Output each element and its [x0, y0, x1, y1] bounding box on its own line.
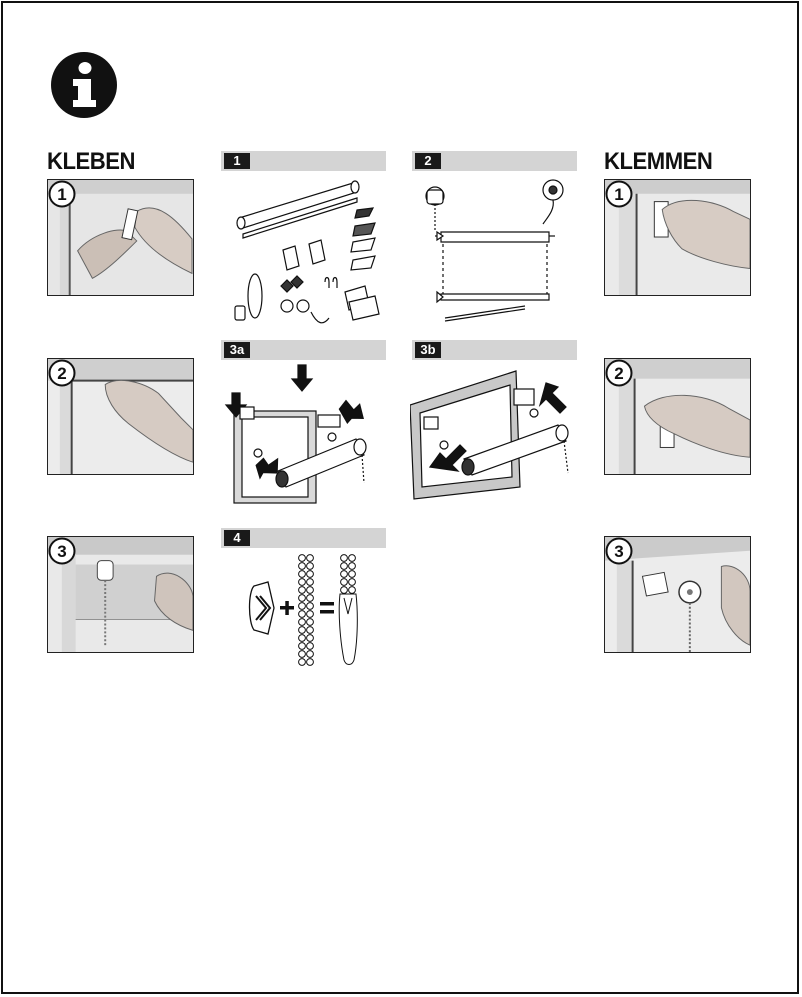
klemmen-photo-1 — [604, 179, 751, 296]
step-bar-3b — [412, 340, 577, 360]
kleben-photo-2 — [47, 358, 194, 475]
step-label-4: 4 — [224, 530, 250, 546]
step-bar-1 — [221, 151, 386, 171]
klemmen-photo-3 — [604, 536, 751, 653]
step-label-3b: 3b — [415, 342, 441, 358]
step-label-1: 1 — [224, 153, 250, 169]
step-number-2-icon — [605, 359, 633, 387]
step-number-1-icon — [48, 180, 76, 208]
step-number-3-icon — [605, 537, 633, 565]
klemmen-photo-2 — [604, 358, 751, 475]
parts-kit-drawing — [225, 178, 385, 328]
klemmen-heading: KLEMMEN — [604, 148, 713, 175]
mount-3a-drawing — [222, 363, 382, 508]
step-bar-2 — [412, 151, 577, 171]
step-number-2-icon — [48, 359, 76, 387]
step-label-3a: 3a — [224, 342, 250, 358]
mount-3b-drawing — [410, 363, 575, 503]
kleben-photo-3 — [47, 536, 194, 653]
step-label-2: 2 — [415, 153, 441, 169]
kleben-heading: KLEBEN — [47, 148, 136, 175]
photo-number: 1 — [57, 185, 67, 204]
photo-number: 1 — [614, 185, 624, 204]
photo-number: 2 — [57, 364, 67, 383]
step-bar-3a — [221, 340, 386, 360]
info-icon — [50, 51, 118, 119]
photo-number: 2 — [614, 364, 624, 383]
photo-number: 3 — [614, 542, 624, 561]
plus-icon — [280, 601, 294, 615]
photo-number: 3 — [57, 542, 67, 561]
step-number-1-icon — [605, 180, 633, 208]
equals-icon — [320, 602, 334, 614]
chain-assembly-drawing — [240, 552, 370, 670]
step-bar-4 — [221, 528, 386, 548]
kleben-photo-1 — [47, 179, 194, 296]
step-number-3-icon — [48, 537, 76, 565]
roller-assembly-drawing — [415, 178, 575, 328]
